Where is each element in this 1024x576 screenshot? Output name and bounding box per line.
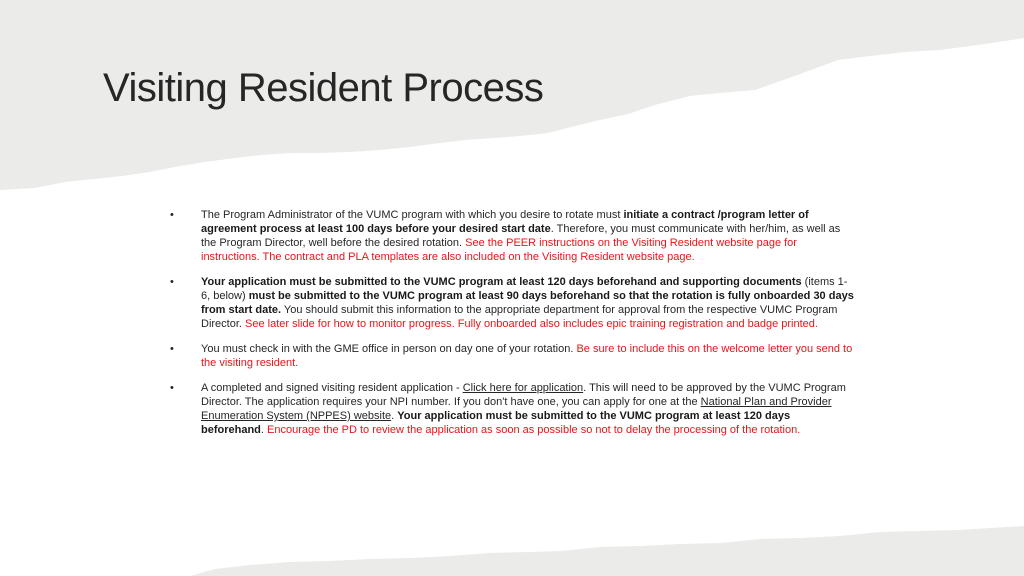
body-text: The Program Administrator of the VUMC program with which you desire to rotate must xyxy=(201,209,624,221)
bullet-icon: • xyxy=(170,343,174,355)
bullet-item xyxy=(170,275,855,331)
bold-text: Your application must be submitted to the VUMC program at least 120 days beforehand and supporting documents xyxy=(201,276,802,288)
bullet-icon: • xyxy=(170,276,174,288)
slide-title: Visiting Resident Process xyxy=(103,66,544,110)
body-text: . This will need to be approved by the VUMC Program Director. The application requires your NPI number. If you don't have one, you can apply for one at the xyxy=(201,382,846,408)
body-text: You should submit this information to the appropriate department for approval from the respective VUMC Program Director. xyxy=(201,304,838,330)
bullet-text xyxy=(201,276,854,330)
highlight-text: Encourage the PD to review the application as soon as possible so not to delay the processing of the rotation. xyxy=(267,424,801,436)
link-text[interactable]: National Plan and Provider Enumeration System (NPPES) website xyxy=(201,396,832,422)
bullet-icon: • xyxy=(170,209,174,221)
bullet-text xyxy=(201,209,840,263)
highlight-text: See the PEER instructions on the Visiting Resident website page for instructions. The contract and PLA templates are also included on the Visiting Resident website page. xyxy=(201,237,797,263)
highlight-text: Be sure to include this on the welcome letter you send to the visiting resident. xyxy=(201,343,853,369)
body-text: You must check in with the GME office in person on day one of your rotation. xyxy=(201,343,577,355)
bullet-list xyxy=(170,208,855,448)
body-text: (items 1-6, below) xyxy=(201,276,848,302)
bold-text: Your application must be submitted to the VUMC program at least 120 days beforehand xyxy=(201,410,791,436)
bold-text: initiate a contract /program letter of agreement process at least 100 days before your desired start date xyxy=(201,209,809,235)
bullet-item xyxy=(170,342,855,370)
bullet-text xyxy=(201,343,852,369)
body-text: . Therefore, you must communicate with her/him, as well as the Program Director, well before the desired rotation. xyxy=(201,223,841,249)
body-text: A completed and signed visiting resident application - xyxy=(201,382,463,394)
body-text: . xyxy=(260,424,268,436)
bold-text: must be submitted to the VUMC program at least 90 days beforehand so that the rotation is fully onboarded 30 days from start date. xyxy=(201,290,854,316)
body-text: . xyxy=(391,410,398,422)
link-text[interactable]: Click here for application xyxy=(462,382,584,394)
bullet-item xyxy=(170,381,855,437)
highlight-text: See later slide for how to monitor progress. Fully onboarded also includes epic training registration and badge printed. xyxy=(245,318,818,330)
bullet-text xyxy=(201,382,846,436)
bullet-icon: • xyxy=(170,382,174,394)
bullet-item xyxy=(170,208,855,264)
